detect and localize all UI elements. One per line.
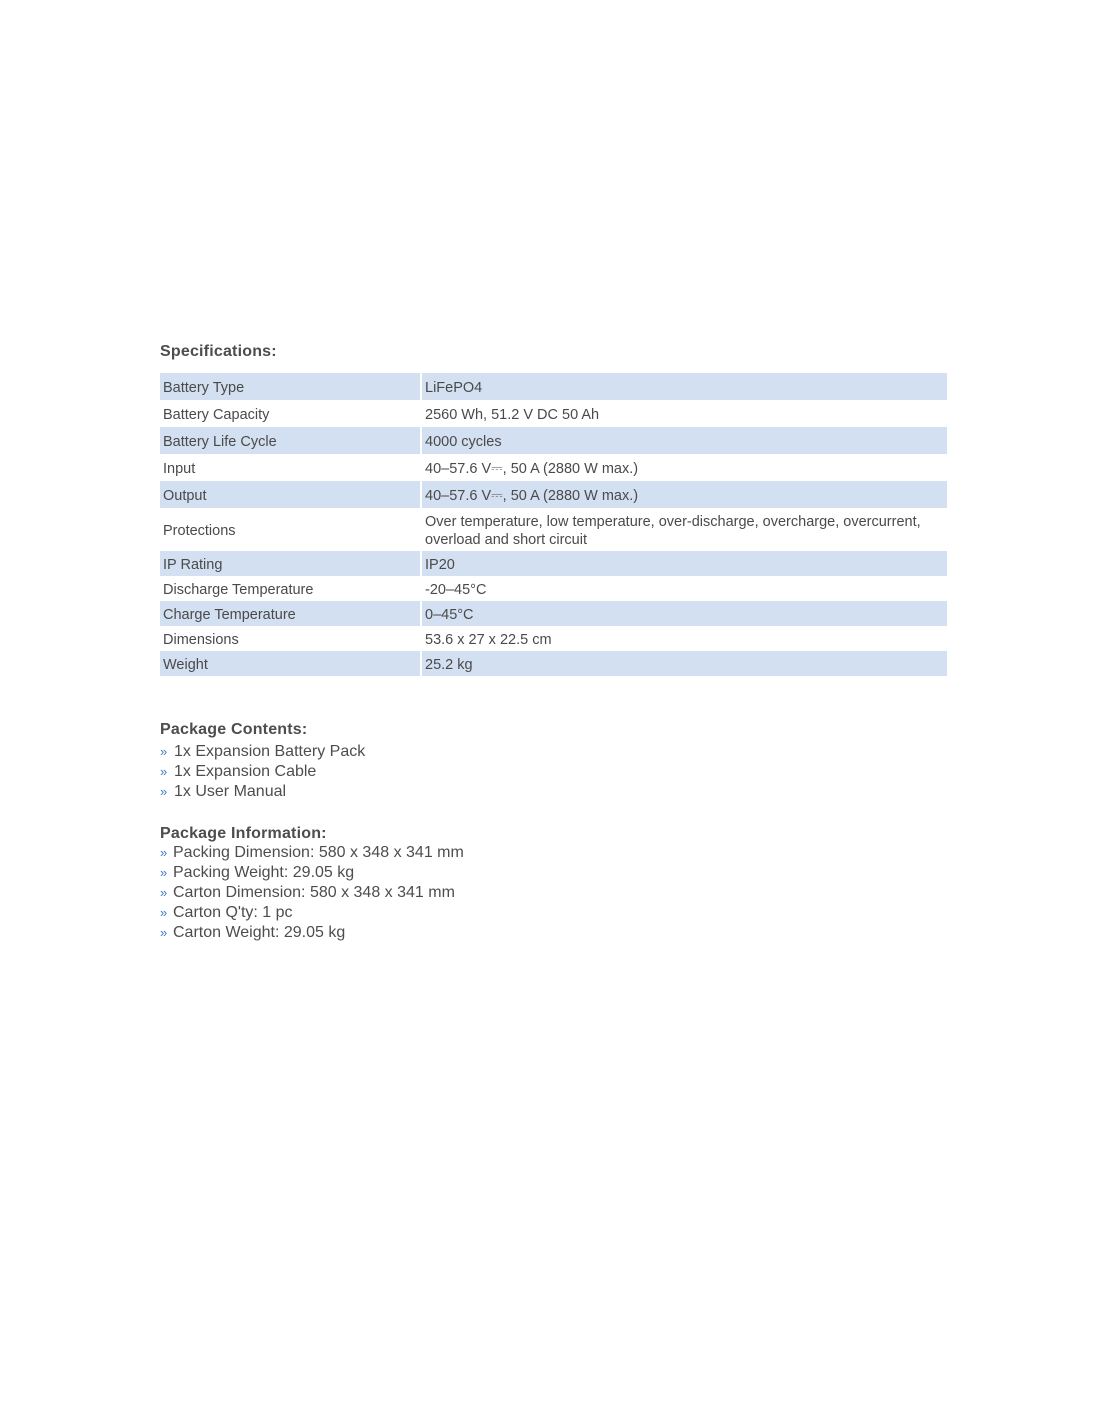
spec-value: LiFePO4 bbox=[422, 373, 947, 400]
package-contents-section bbox=[160, 718, 947, 803]
package-information-section bbox=[160, 822, 947, 944]
spec-row-protections bbox=[160, 508, 947, 551]
spec-key: IP Rating bbox=[160, 551, 422, 576]
spec-value: 40–57.6 V⎓, 50 A (2880 W max.) bbox=[422, 481, 947, 508]
spec-row-charge-temperature bbox=[160, 601, 947, 626]
specifications-heading: Specifications: bbox=[160, 343, 277, 360]
spec-key: Input bbox=[160, 454, 422, 481]
list-item bbox=[160, 742, 947, 762]
spec-value: 2560 Wh, 51.2 V DC 50 Ah bbox=[425, 406, 600, 423]
spec-row-discharge-temperature bbox=[160, 576, 947, 601]
bullet-icon: » bbox=[160, 925, 168, 941]
package-contents-list bbox=[160, 742, 947, 803]
list-item bbox=[160, 762, 947, 782]
spec-key: Battery Capacity bbox=[160, 400, 422, 427]
spec-key: Protections bbox=[160, 508, 422, 551]
bullet-icon: » bbox=[160, 844, 168, 860]
list-item-text: 1x Expansion Cable bbox=[174, 763, 317, 781]
list-item-text: 1x Expansion Battery Pack bbox=[174, 743, 366, 760]
list-item-text: Packing Dimension: 580 x 348 x 341 mm bbox=[173, 843, 464, 861]
spec-row-battery-type bbox=[160, 373, 947, 400]
spec-value: IP20 bbox=[422, 551, 947, 576]
list-item-text: 1x User Manual bbox=[174, 783, 287, 801]
package-information-list bbox=[160, 843, 947, 944]
spec-value: -20–45°C bbox=[425, 581, 487, 598]
spec-row-input bbox=[160, 454, 947, 481]
spec-row-ip-rating bbox=[160, 551, 947, 576]
list-item-text: Carton Weight: 29.05 kg bbox=[173, 924, 346, 942]
spec-key: Battery Type bbox=[160, 373, 422, 400]
spec-value: 25.2 kg bbox=[422, 651, 947, 676]
spec-value: 53.6 x 27 x 22.5 cm bbox=[425, 631, 552, 648]
list-item-text: Carton Q'ty: 1 pc bbox=[173, 904, 293, 922]
spec-key: Battery Life Cycle bbox=[160, 427, 422, 454]
list-item bbox=[160, 782, 947, 802]
spec-key: Output bbox=[160, 481, 422, 508]
spec-value: 40–57.6 V⎓, 50 A (2880 W max.) bbox=[425, 460, 639, 477]
spec-key: Charge Temperature bbox=[160, 601, 422, 626]
spec-row-battery-life-cycle bbox=[160, 427, 947, 454]
spec-key: Dimensions bbox=[160, 626, 422, 651]
spec-key: Discharge Temperature bbox=[160, 576, 422, 601]
list-item bbox=[160, 923, 947, 943]
package-contents-heading: Package Contents: bbox=[160, 721, 308, 738]
spec-key: Weight bbox=[160, 651, 422, 676]
package-information-heading: Package Information: bbox=[160, 824, 327, 842]
list-item-text: Carton Dimension: 580 x 348 x 341 mm bbox=[173, 884, 455, 902]
bullet-icon: » bbox=[160, 744, 168, 759]
document-page bbox=[160, 340, 947, 944]
list-item bbox=[160, 863, 947, 883]
bullet-icon: » bbox=[160, 784, 168, 800]
bullet-icon: » bbox=[160, 764, 168, 780]
spec-row-weight bbox=[160, 651, 947, 676]
spec-row-dimensions bbox=[160, 626, 947, 651]
spec-value: Over temperature, low temperature, over-discharge, overcharge, overcurrent, overload and short circuit bbox=[425, 513, 921, 548]
list-item bbox=[160, 883, 947, 903]
list-item bbox=[160, 903, 947, 923]
spec-value: 0–45°C bbox=[422, 601, 947, 626]
bullet-icon: » bbox=[160, 864, 168, 880]
spec-row-output bbox=[160, 481, 947, 508]
bullet-icon: » bbox=[160, 885, 168, 901]
spec-value: 4000 cycles bbox=[422, 427, 947, 454]
specifications-table bbox=[160, 373, 947, 676]
list-item-text: Packing Weight: 29.05 kg bbox=[173, 863, 355, 881]
bullet-icon: » bbox=[160, 905, 168, 921]
list-item bbox=[160, 843, 947, 863]
spec-row-battery-capacity bbox=[160, 400, 947, 427]
